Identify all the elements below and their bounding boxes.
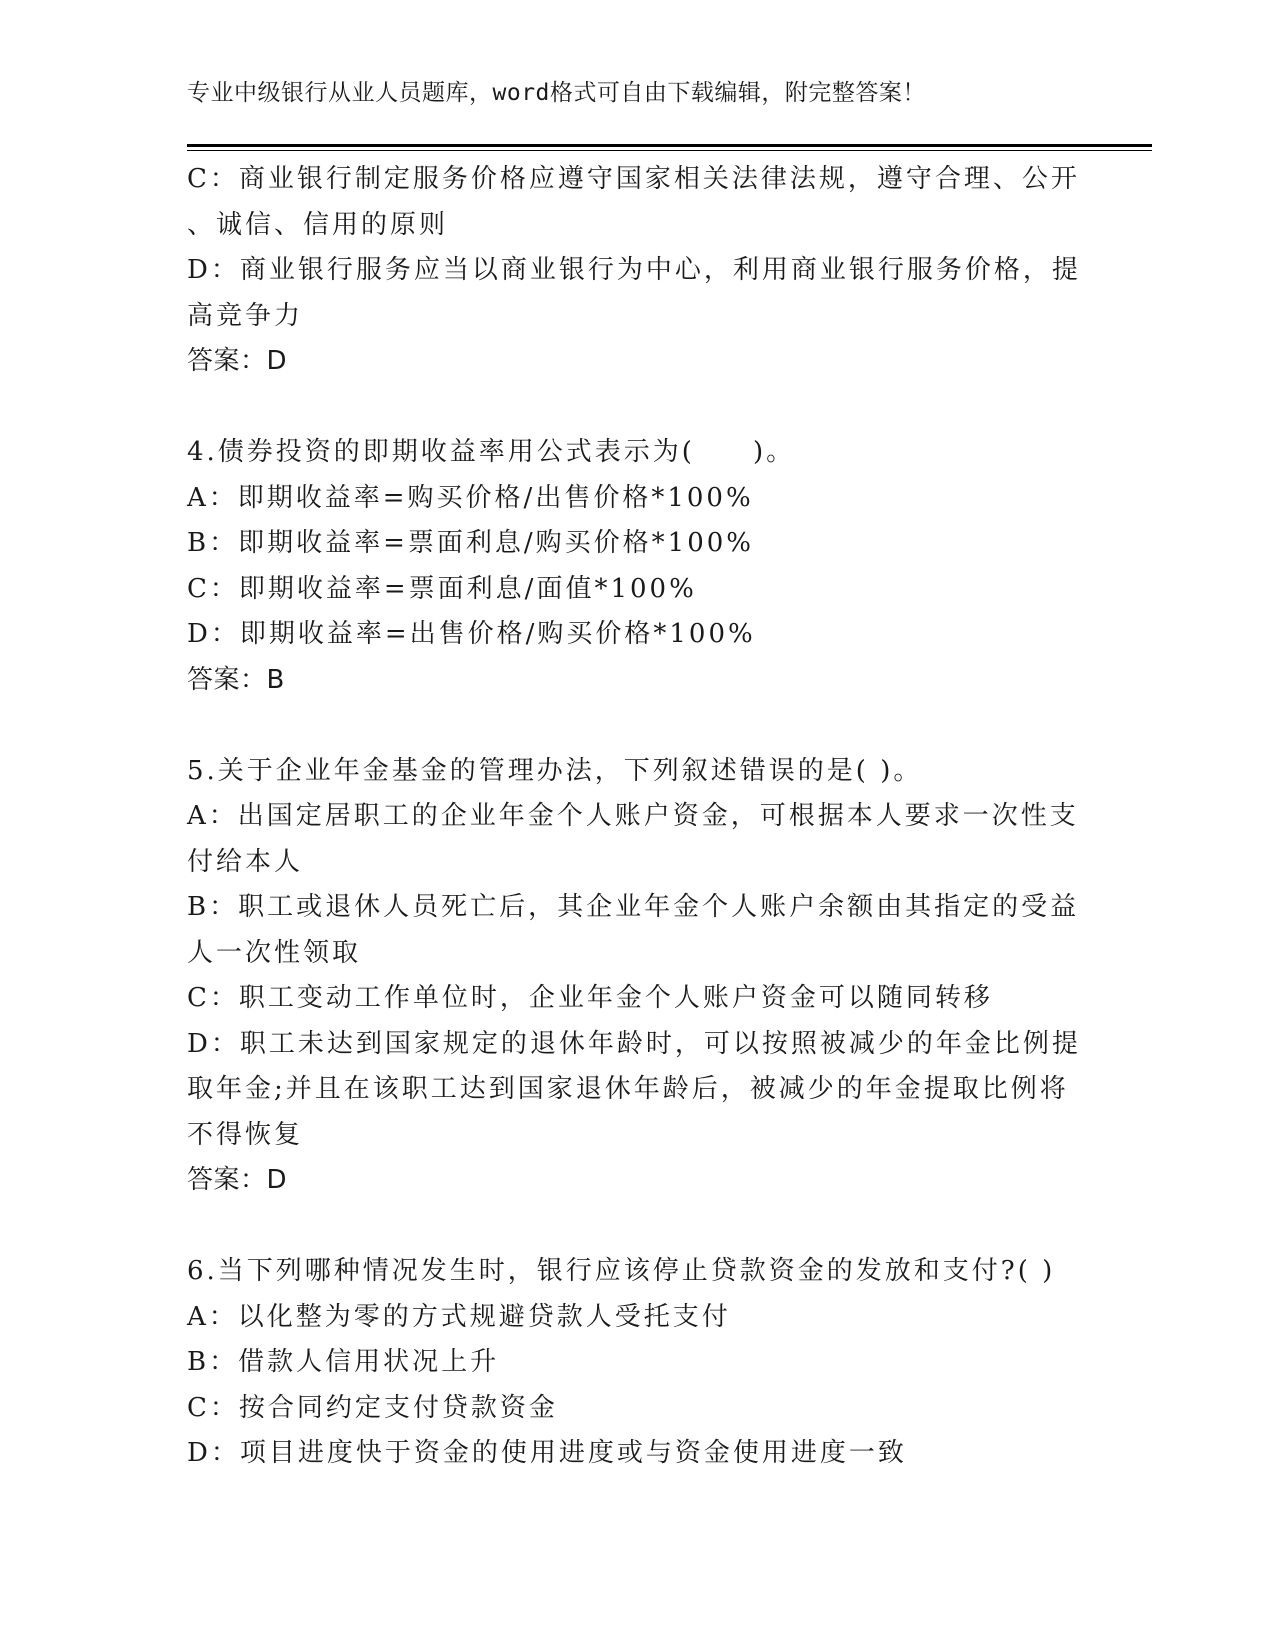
header-divider-thick (187, 144, 1152, 147)
q5-question: 5.关于企业年金基金的管理办法，下列叙述错误的是( )。 (187, 755, 923, 786)
q4-question: 4.债券投资的即期收益率用公式表示为( )。 (187, 437, 796, 467)
q4-answer: 答案：B (187, 664, 285, 695)
q3-answer: 答案：D (187, 346, 288, 376)
q5-option-d-line1: D：职工未达到国家规定的退休年龄时，可以按照被减少的年金比例提 (187, 1028, 1081, 1059)
q6-option-a: A：以化整为零的方式规避贷款人受托支付 (187, 1301, 731, 1332)
q4-option-c: C：即期收益率=票面利息/面值*100% (187, 573, 697, 604)
question-content (187, 157, 1087, 1477)
q3-option-d-line1: D：商业银行服务应当以商业银行为中心，利用商业银行服务价格，提 (187, 255, 1081, 285)
q6-question: 6.当下列哪种情况发生时，银行应该停止贷款资金的发放和支付?( ) (187, 1256, 1056, 1286)
q4-option-b: B：即期收益率=票面利息/购买价格*100% (187, 528, 754, 558)
q5-option-d-line3: 不得恢复 (187, 1119, 304, 1150)
q6-option-b: B：借款人信用状况上升 (187, 1347, 500, 1377)
spacer (187, 703, 1087, 749)
q6-option-d: D：项目进度快于资金的使用进度或与资金使用进度一致 (187, 1438, 907, 1468)
q4-option-a: A：即期收益率=购买价格/出售价格*100% (187, 482, 754, 513)
header-divider-thin (187, 150, 1152, 151)
q5-option-c: C：职工变动工作单位时，企业年金个人账户资金可以随同转移 (187, 983, 993, 1013)
spacer (187, 385, 1087, 431)
q5-option-d-line2: 取年金;并且在该职工达到国家退休年龄后，被减少的年金提取比例将 (187, 1074, 1069, 1104)
q5-answer: 答案：D (187, 1165, 288, 1195)
q3-option-d-line2: 高竞争力 (187, 300, 304, 331)
q6-option-c: C：按合同约定支付贷款资金 (187, 1392, 558, 1423)
q4-option-d: D：即期收益率=出售价格/购买价格*100% (187, 619, 756, 649)
q5-option-b-line1: B：职工或退休人员死亡后，其企业年金个人账户余额由其指定的受益 (187, 892, 1080, 922)
q3-option-c-line2: 、诚信、信用的原则 (187, 209, 449, 240)
q5-option-a-line2: 付给本人 (187, 846, 304, 877)
q3-option-c-line1: C：商业银行制定服务价格应遵守国家相关法律法规，遵守合理、公开 (187, 164, 1080, 194)
page-header: 专业中级银行从业人员题库，word格式可自由下载编辑，附完整答案！ (187, 80, 926, 106)
q5-option-b-line2: 人一次性领取 (187, 937, 362, 968)
spacer (187, 1204, 1087, 1250)
q5-option-a-line1: A：出国定居职工的企业年金个人账户资金，可根据本人要求一次性支 (187, 801, 1079, 831)
